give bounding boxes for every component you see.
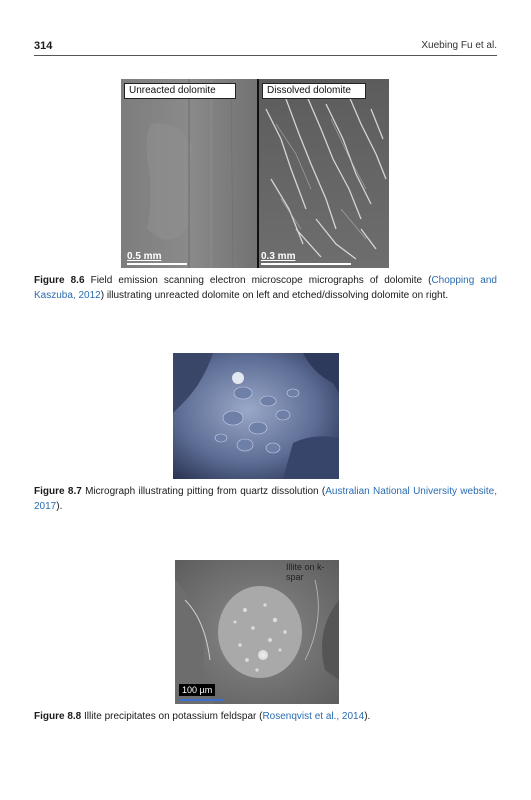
figure-8-6-caption: [34, 273, 497, 303]
caption-citation-link[interactable]: Australian National University website, 2017: [34, 486, 497, 512]
caption-text-end: ).: [364, 711, 371, 722]
figure-8-8-image: [175, 560, 339, 704]
running-header: [34, 40, 497, 56]
caption-text-end: ) illustrating unreacted dolomite on left and etched/dissolving dolomite on right.: [100, 290, 449, 301]
header-rule: [34, 55, 497, 56]
panel-tag-dissolved: Dissolved dolomite: [262, 83, 366, 99]
caption-label: Figure 8.8: [34, 711, 82, 722]
panel-tag-unreacted: Unreacted dolomite: [124, 83, 236, 99]
figure-8-6-image: [121, 79, 389, 268]
page-number: 314: [34, 40, 53, 52]
caption-citation-link[interactable]: Chopping and Kaszuba, 2012: [34, 275, 497, 301]
scale-label: 100 µm: [179, 684, 215, 696]
figure-8-7-image: [173, 353, 339, 479]
caption-label: Figure 8.6: [34, 275, 85, 286]
figure-8-7-caption: [34, 484, 497, 514]
caption-text-end: ).: [56, 501, 63, 512]
caption-text: Field emission scanning electron microscope micrographs of dolomite (: [84, 275, 432, 286]
figure-8-8-caption: [34, 709, 497, 724]
scale-bar-right: [261, 263, 351, 265]
scale-bar: [179, 699, 223, 701]
caption-label: Figure 8.7: [34, 486, 82, 497]
image-label: Illite on k-spar: [286, 562, 325, 582]
scale-label-right: 0.3 mm: [261, 251, 296, 262]
caption-text: Illite precipitates on potassium feldspar (: [81, 711, 263, 722]
scale-label-left: 0.5 mm: [127, 251, 162, 262]
scale-bar-left: [127, 263, 187, 265]
caption-text: Micrograph illustrating pitting from quartz dissolution (: [81, 486, 326, 497]
running-authors: Xuebing Fu et al.: [421, 40, 497, 51]
caption-citation-link[interactable]: Rosenqvist et al., 2014: [262, 711, 365, 722]
